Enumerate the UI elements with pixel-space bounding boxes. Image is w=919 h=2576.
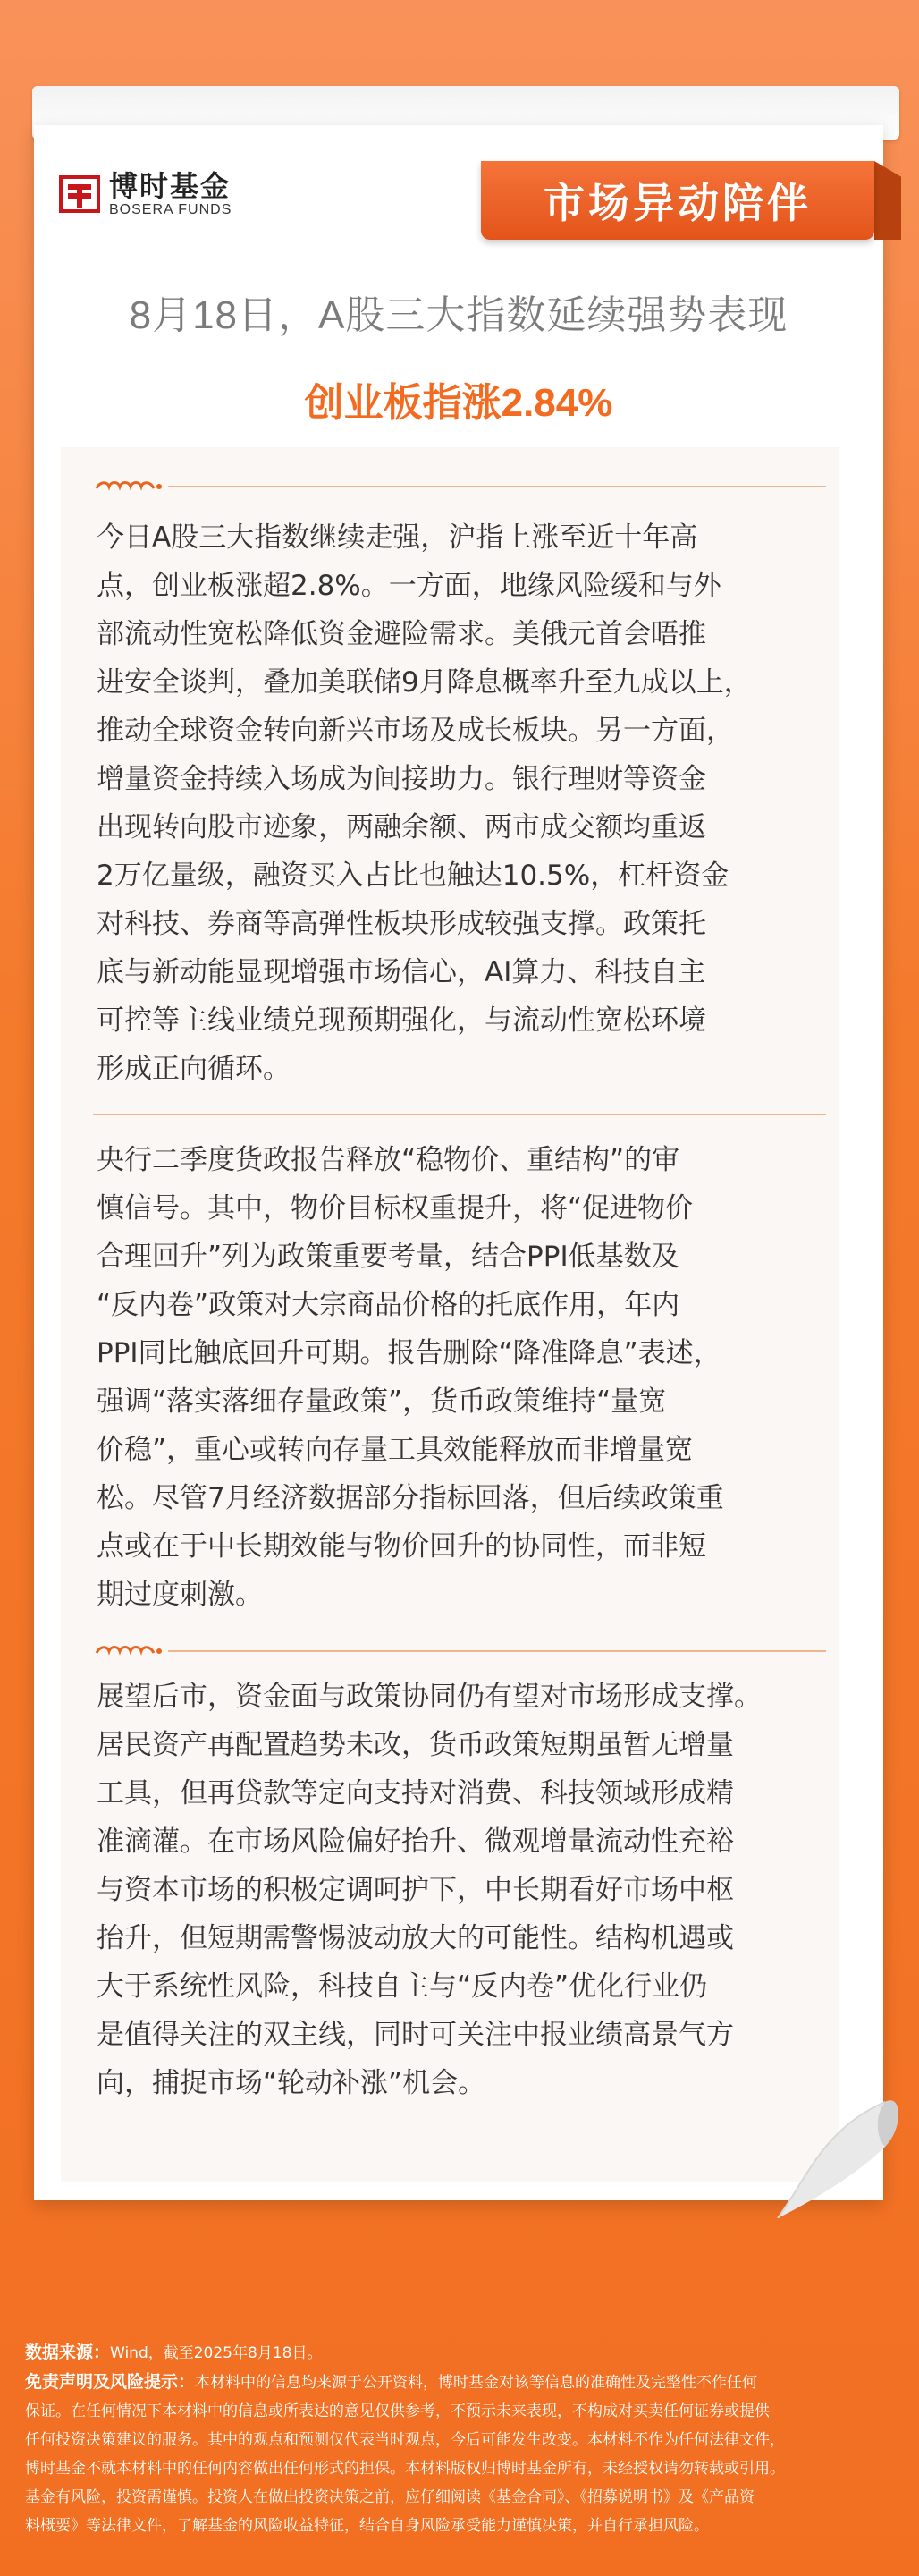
brand-logo xyxy=(59,170,232,218)
paragraph-monetary-policy: 央行二季度货政报告释放“稳物价、重结构”的审 慎信号。其中，物价目标权重提升，将“促进物价 合理回升”列为政策重要考量，结合PPI低基数及 “反内卷”政策对大宗商品价格的托底作用，年内 PPI同比触底回升可期。报告删除“降准降息”表述， 强调“落实落细存量政策”，货币政策维持“量宽 价稳”，重心或转向存量工具效能释放而非增量宽 松。尽管7月经济数据部分指标回落，但后续政策重 点或在于中长期效能与物价回升的协同性，而非短 期过度刺激。 xyxy=(97,1144,724,1611)
brand-name-cn: 博时基金 xyxy=(109,169,232,203)
data-source: 数据来源：Wind，截至2025年8月18日。 xyxy=(25,2343,323,2362)
paragraph-outlook: 展望后市，资金面与政策协同仍有望对市场形成支撑。 居民资产再配置趋势未改，货币政策短期虽暂无增量 工具，但再贷款等定向支持对消费、科技领域形成精 准滴灌。在市场风险偏好抬升、微观增量流动性充裕 与资本市场的积极定调呵护下，中长期看好市场中枢 抬升，但短期需警惕波动放大的可能性。结构机遇或 大于系统性风险，科技自主与“反内卷”优化行业仍 是值得关注的双主线，同时可关注中报业绩高景气方 向，捕捉市场“轮动补涨”机会。 xyxy=(97,1681,762,2099)
cloud-ornament-icon xyxy=(93,1642,164,1660)
bosera-logo-icon xyxy=(59,174,100,215)
brand-name-en: BOSERA FUNDS xyxy=(109,202,232,217)
section-divider xyxy=(93,1106,826,1123)
footer-disclaimer: 数据来源：Wind，截至2025年8月18日。 免责声明及风险提示：本材料中的信息均来源于公开资料，博时基金对该等信息的准确性及完整性不作任何 保证。在任何情况下本材料中的信息或所表达的意见仅供参考，不预示未来表现，不构成对买卖任何证券或提供 任何投资决策建议的服务。其中的观点和预测仅代表当时观点，今后可能发生改变。本材料不作为任何法律文件， 博时基金不就本材料中的任何内容做出任何形式的担保。本材料版权归博时基金所有，未经授权请勿转载或引用。 基金有风险，投资需谨慎。投资人在做出投资决策之前，应仔细阅读《基金合同》、《招募说明书》及《产品资 料概要》等法律文件，了解基金的风险收益特征，结合自身风险承受能力谨慎决策，并自行承担风险。 xyxy=(25,2338,910,2540)
paragraph-market-overview: 今日A股三大指数继续走强，沪指上涨至近十年高 点，创业板涨超2.8%。一方面，地缘风险缓和与外 部流动性宽松降低资金避险需求。美俄元首会晤推 进安全谈判，叠加美联储9月降息概率升至九成以上， 推动全球资金转向新兴市场及成长板块。另一方面， 增量资金持续入场成为间接助力。银行理财等资金 出现转向股市迹象，两融余额、两市成交额均重返 2万亿量级，融资买入占比也触达10.5%，杠杆资金 对科技、券商等高弹性板块形成较强支撑。政策托 底与新动能显现增强市场信心，AI算力、科技自主 可控等主线业绩兑现预期强化，与流动性宽松环境 形成正向循环。 xyxy=(97,521,752,1085)
section-ribbon xyxy=(481,161,901,247)
page-subtitle: 创业板指涨2.84% xyxy=(304,381,613,425)
ribbon-label: 市场异动陪伴 xyxy=(544,179,812,227)
section-divider xyxy=(93,478,826,496)
disclaimer-first-line: 免责声明及风险提示：本材料中的信息均来源于公开资料，博时基金对该等信息的准确性及完整性不作任何 xyxy=(25,2372,758,2392)
cloud-ornament-icon xyxy=(93,478,164,496)
section-divider xyxy=(93,1642,826,1660)
page-title: 8月18日，A股三大指数延续强势表现 xyxy=(129,293,788,337)
